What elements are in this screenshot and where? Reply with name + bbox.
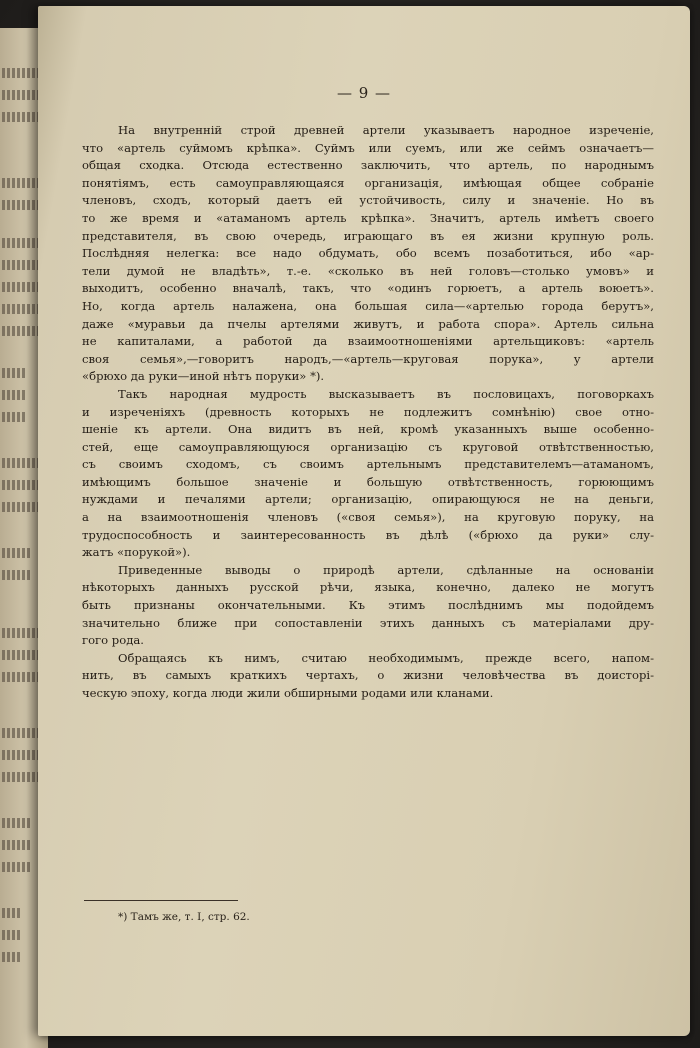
text-line: членовъ, сходъ, который даетъ ей устойчивость, силу и значеніе. Но въ (82, 193, 654, 208)
text-line: На внутренній строй древней артели указываетъ народное изреченіе, (118, 123, 654, 137)
text-line: то же время и «атаманомъ артель крѣпка». Значитъ, артель имѣетъ своего (82, 210, 654, 225)
text-line: даже «муравьи да пчелы артелями живутъ, и работа спора». Артель сильна (82, 316, 654, 331)
text-line: что «артель суймомъ крѣпка». Суймъ или суемъ, или же сеймъ означаетъ— (82, 140, 654, 155)
text-line: Но, когда артель налажена, она большая сила—«артелью города берутъ», (82, 298, 654, 313)
facing-page-text-fragment (2, 200, 38, 210)
facing-page-text-fragment (2, 178, 38, 188)
text-line: ческую эпоху, когда люди жили обширными родами или кланами. (82, 686, 494, 700)
text-line: нуждами и печалями артели; организацію, опирающуюся не на деньги, (82, 492, 654, 507)
text-line: «брюхо да руки—иной нѣтъ поруки» *). (82, 369, 325, 384)
text-line: Такъ народная мудрость высказываетъ въ пословицахъ, поговоркахъ (118, 386, 654, 401)
text-line: имѣющимъ большое значеніе и большую отвѣтственность, горюющимъ (82, 474, 654, 489)
text-line: нѣкоторыхъ данныхъ русской рѣчи, языка, конечно, далеко не могутъ (82, 580, 654, 595)
facing-page-text-fragment (2, 458, 40, 468)
facing-page-text-fragment (2, 480, 40, 490)
paragraph (82, 650, 654, 703)
text-line: выходитъ, особенно вначалѣ, такъ, что «одинъ горюетъ, а артель воюетъ». (82, 281, 654, 296)
facing-page-text-fragment (2, 282, 40, 292)
text-line: трудоспособность и заинтересованность въ дѣлѣ («брюхо да руки» слу- (82, 527, 654, 542)
footnote: *) Тамъ же, т. I, стр. 62. (118, 911, 250, 923)
facing-page-text-fragment (2, 650, 42, 660)
text-line: общая сходка. Отсюда естественно заключить, что артель, по народнымъ (82, 158, 654, 173)
text-line: представителя, въ свою очередь, играющаго въ ея жизни крупную роль. (82, 228, 654, 243)
facing-page-text-fragment (2, 570, 32, 580)
text-line: значительно ближе при сопоставленіи этихъ данныхъ съ матеріалами дру- (82, 615, 654, 630)
facing-page-text-fragment (2, 90, 38, 100)
text-line: понятіямъ, есть самоуправляющаяся организація, имѣющая общее собраніе (82, 175, 654, 190)
text-line: съ своимъ сходомъ, съ своимъ артельнымъ представителемъ—атаманомъ, (82, 457, 654, 472)
facing-page-text-fragment (2, 548, 32, 558)
text-line: Послѣдняя нелегка: все надо обдумать, обо всемъ позаботиться, ибо «ар- (82, 246, 654, 261)
facing-page-text-fragment (2, 672, 42, 682)
footnote-separator (84, 900, 238, 901)
facing-page-text-fragment (2, 908, 22, 918)
facing-page-text-fragment (2, 502, 40, 512)
text-line: быть признаны окончательными. Къ этимъ послѣднимъ мы подойдемъ (82, 598, 654, 613)
text-line: тели думой не владѣть», т.-е. «сколько въ ней головъ—столько умовъ» и (82, 263, 654, 278)
facing-page-text-fragment (2, 112, 38, 122)
facing-page-text-fragment (2, 390, 26, 400)
text-line: своя семья»,—говоритъ народъ,—«артель—круговая порука», у артели (82, 351, 654, 366)
facing-page-text-fragment (2, 750, 38, 760)
facing-page-text-fragment (2, 862, 30, 872)
text-line: Обращаясь къ нимъ, считаю необходимымъ, прежде всего, напом- (118, 650, 654, 665)
text-line: шеніе къ артели. Она видитъ въ ней, кромѣ указанныхъ выше особенно- (82, 422, 654, 437)
text-line: стей, еще самоуправляющуюся организацію съ круговой отвѣтственностью, (82, 439, 654, 454)
text-line: не капиталами, а работой да взаимоотношеніями артельщиковъ: «артель (82, 334, 654, 349)
paragraph (82, 562, 654, 650)
page-body (82, 122, 654, 703)
facing-page-text-fragment (2, 368, 26, 378)
facing-page-text-fragment (2, 260, 40, 270)
text-line: и изреченіяхъ (древность которыхъ не подлежитъ сомнѣнію) свое отно- (82, 404, 654, 419)
page-number: — 9 — (336, 84, 392, 102)
facing-page-text-fragment (2, 840, 30, 850)
facing-page-text-fragment (2, 304, 40, 314)
text-line: Приведенные выводы о природѣ артели, сдѣланные на основаніи (118, 562, 654, 577)
facing-page-text-fragment (2, 930, 22, 940)
paragraph (82, 122, 654, 386)
facing-page-text-fragment (2, 772, 38, 782)
book-page (38, 6, 690, 1036)
facing-page-text-fragment (2, 326, 40, 336)
text-line: а на взаимоотношенія членовъ («своя семья»), на круговую поруку, на (82, 510, 654, 525)
facing-page-text-fragment (2, 412, 26, 422)
facing-page-text-fragment (2, 628, 42, 638)
text-line: жатъ «порукой»). (82, 545, 191, 560)
facing-page-text-fragment (2, 818, 30, 828)
text-line: нить, въ самыхъ краткихъ чертахъ, о жизни человѣчества въ доисторі- (82, 668, 654, 683)
facing-page-text-fragment (2, 238, 40, 248)
text-line: гого рода. (82, 633, 144, 648)
facing-page-text-fragment (2, 68, 38, 78)
paragraph (82, 386, 654, 562)
facing-page-text-fragment (2, 728, 38, 738)
facing-page-text-fragment (2, 952, 22, 962)
